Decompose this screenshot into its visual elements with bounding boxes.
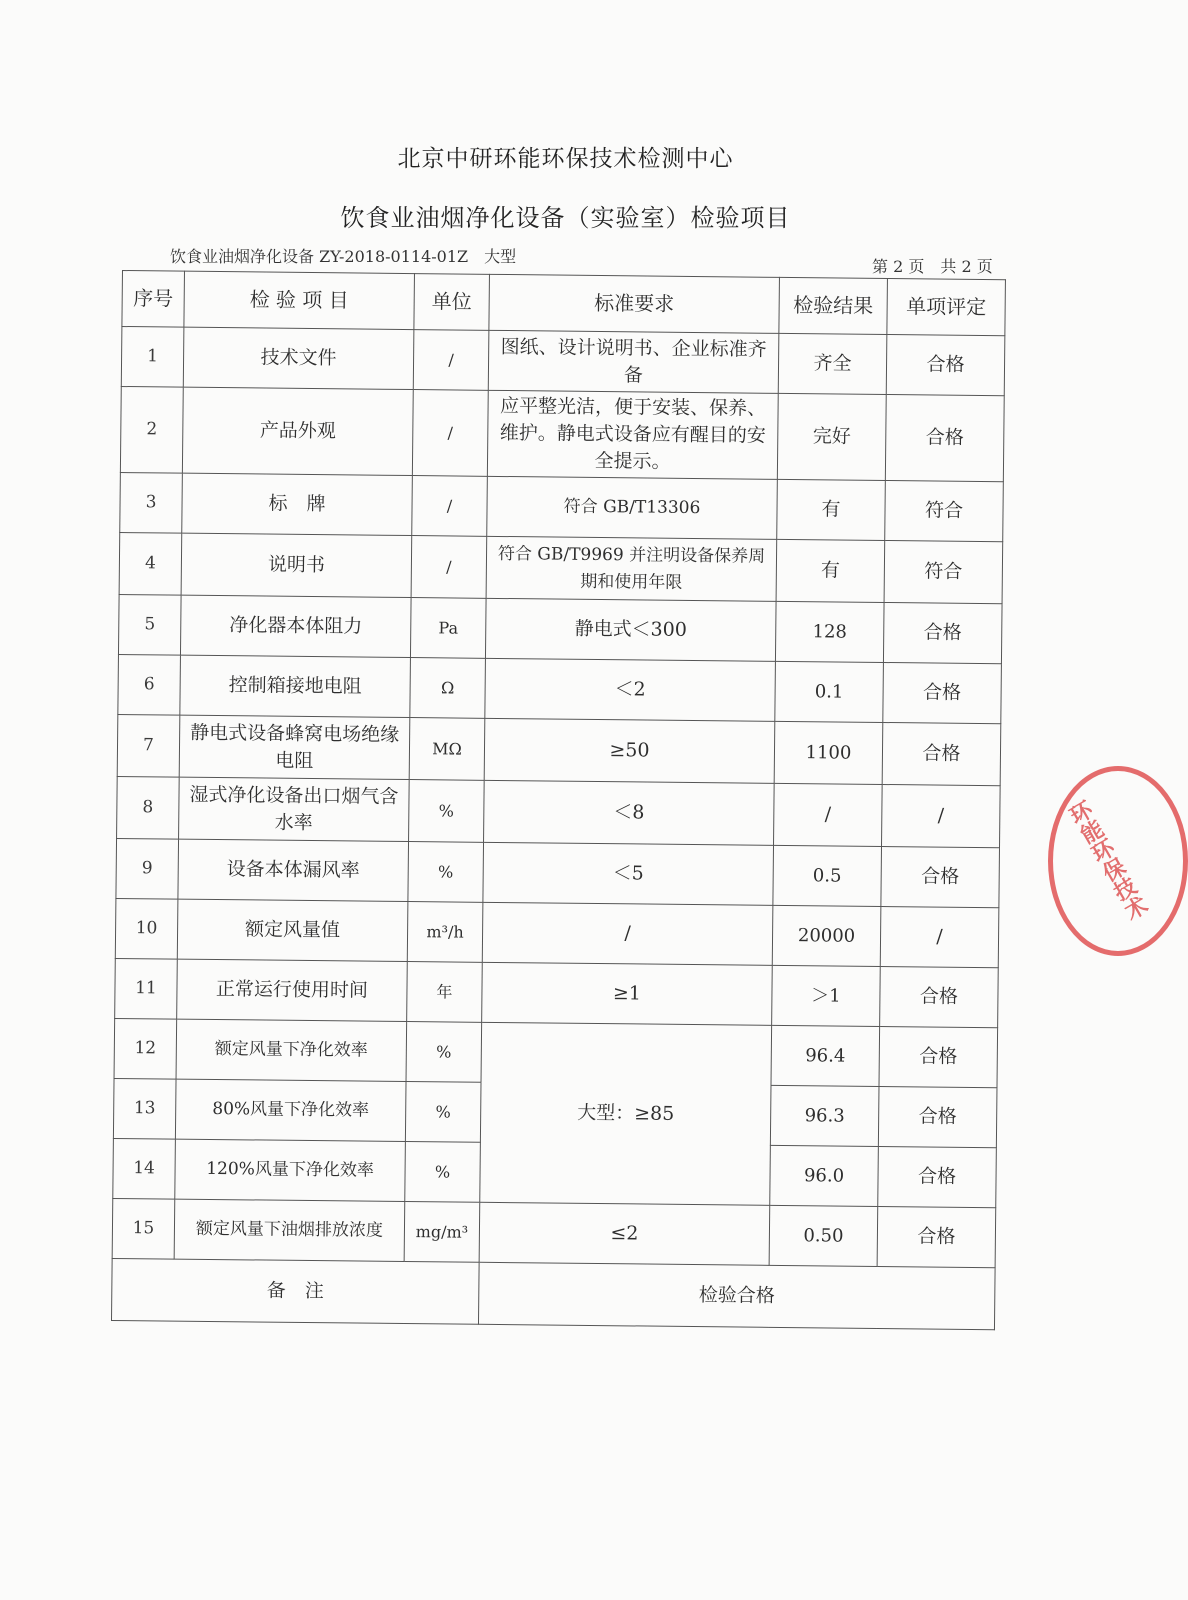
row-standard: ≥1 (482, 962, 773, 1025)
row-item: 额定风量值 (177, 899, 408, 961)
row-unit: / (412, 476, 488, 537)
row-no: 1 (121, 327, 184, 388)
row-verdict: 合格 (877, 1206, 996, 1267)
table-row (117, 714, 1001, 785)
organization-title: 北京中研环能环保技术检测中心 (397, 146, 734, 172)
header-no: 序号 (122, 271, 185, 328)
row-unit: m³/h (407, 902, 483, 963)
row-unit: % (406, 1022, 482, 1083)
row-standard: ＜2 (485, 658, 776, 721)
table-row (114, 1018, 998, 1087)
row-unit: / (413, 330, 489, 391)
table-row (115, 958, 999, 1027)
row-no: 2 (120, 386, 183, 473)
row-verdict: 合格 (883, 662, 1002, 723)
row-no: 11 (115, 958, 178, 1019)
row-result: 128 (775, 601, 884, 662)
row-standard: 符合 GB/T9969 并注明设备保养周期和使用年限 (486, 536, 777, 601)
row-unit: 年 (407, 962, 483, 1023)
row-result: 96.0 (770, 1145, 879, 1206)
seal-text: 环能环保技术 (1062, 797, 1152, 925)
row-unit: / (411, 536, 487, 599)
table-row (115, 898, 999, 967)
row-verdict: 符合 (885, 481, 1004, 542)
table-row (112, 1198, 996, 1267)
row-standard: ＜8 (484, 780, 775, 845)
row-result: 有 (776, 539, 885, 602)
row-result: 20000 (772, 905, 881, 966)
table-row (118, 654, 1002, 723)
row-item: 静电式设备蜂窝电场绝缘电阻 (179, 715, 410, 779)
row-result: 齐全 (778, 333, 887, 394)
row-unit: Pa (410, 598, 486, 659)
row-item: 80%风量下净化效率 (175, 1079, 406, 1141)
remark-label: 备 注 (111, 1258, 479, 1324)
row-result: 完好 (777, 393, 886, 480)
header-item: 检 验 项 目 (184, 271, 415, 329)
row-standard: 符合 GB/T13306 (487, 476, 778, 539)
header-unit: 单位 (414, 274, 490, 331)
remark-row (111, 1258, 995, 1329)
row-no: 8 (117, 776, 180, 839)
row-item: 湿式净化设备出口烟气含水率 (179, 777, 410, 841)
row-verdict: 合格 (883, 602, 1002, 663)
row-verdict: / (882, 784, 1001, 847)
row-unit: % (409, 780, 485, 843)
row-unit: Ω (410, 658, 486, 719)
row-item: 设备本体漏风率 (178, 839, 409, 901)
row-no: 14 (113, 1138, 176, 1199)
official-seal (1048, 766, 1188, 956)
row-verdict: 合格 (881, 846, 1000, 907)
table-row (116, 838, 1000, 907)
row-item: 额定风量下油烟排放浓度 (174, 1199, 405, 1261)
row-standard: 图纸、设计说明书、企业标准齐备 (488, 330, 779, 393)
row-result: 0.50 (769, 1205, 878, 1266)
row-item: 技术文件 (183, 327, 414, 389)
document-title: 饮食业油烟净化设备（实验室）检验项目 (340, 204, 791, 232)
row-item: 正常运行使用时间 (177, 959, 408, 1021)
remark-value: 检验合格 (478, 1262, 995, 1329)
header-result: 检验结果 (779, 277, 888, 334)
page-number: 第 2 页 共 2 页 (872, 257, 993, 276)
row-verdict: 合格 (886, 335, 1005, 396)
header-standard: 标准要求 (489, 274, 780, 333)
row-item: 标 牌 (182, 473, 413, 535)
row-unit: MΩ (409, 718, 485, 781)
row-result: 0.1 (775, 661, 884, 722)
row-standard-merged: 大型：≥85 (480, 1022, 772, 1205)
row-result: 0.5 (773, 845, 882, 906)
row-no: 3 (120, 472, 183, 533)
row-verdict: 合格 (880, 966, 999, 1027)
row-standard: ≤2 (479, 1202, 770, 1265)
row-no: 4 (119, 532, 182, 595)
row-result: ＞1 (772, 965, 881, 1026)
row-standard: ＜5 (483, 842, 774, 905)
row-unit: / (412, 390, 488, 477)
row-no: 7 (117, 714, 180, 777)
table-row (120, 472, 1004, 541)
row-no: 15 (112, 1198, 175, 1259)
row-standard: 静电式＜300 (485, 598, 776, 661)
row-no: 13 (113, 1078, 176, 1139)
row-result: 1100 (774, 721, 883, 784)
table-row (120, 386, 1004, 481)
row-item: 控制箱接地电阻 (180, 655, 411, 717)
row-verdict: / (880, 906, 999, 967)
row-item: 净化器本体阻力 (180, 595, 411, 657)
row-no: 10 (115, 898, 178, 959)
row-unit: % (405, 1142, 481, 1203)
row-result: 96.4 (771, 1025, 880, 1086)
row-no: 9 (116, 838, 179, 899)
table-row (119, 532, 1003, 603)
product-line: 饮食业油烟净化设备 ZY-2018-0114-01Z 大型 (170, 247, 517, 266)
row-verdict: 合格 (878, 1146, 997, 1207)
table-row (121, 327, 1005, 396)
row-result: 96.3 (770, 1085, 879, 1146)
row-item: 说明书 (181, 533, 412, 597)
row-no: 5 (118, 594, 181, 655)
row-no: 6 (118, 654, 181, 715)
row-standard: / (482, 902, 773, 965)
header-verdict: 单项评定 (887, 279, 1006, 336)
row-item: 120%风量下净化效率 (175, 1139, 406, 1201)
inspection-table (111, 270, 1006, 1330)
row-verdict: 合格 (879, 1026, 998, 1087)
row-verdict: 符合 (884, 541, 1003, 604)
row-standard: 应平整光洁，便于安装、保养、维护。静电式设备应有醒目的安全提示。 (487, 390, 778, 479)
row-item: 额定风量下净化效率 (176, 1019, 407, 1081)
table-header-row (122, 271, 1006, 336)
row-verdict: 合格 (878, 1086, 997, 1147)
row-unit: mg/m³ (404, 1202, 480, 1263)
row-result: / (774, 783, 883, 846)
row-verdict: 合格 (882, 722, 1001, 785)
table-row (118, 594, 1002, 663)
row-item: 产品外观 (182, 387, 413, 475)
row-unit: % (408, 842, 484, 903)
row-standard: ≥50 (484, 718, 775, 783)
row-result: 有 (777, 479, 886, 540)
table-row (117, 776, 1001, 847)
row-verdict: 合格 (885, 395, 1004, 482)
row-unit: % (405, 1082, 481, 1143)
row-no: 12 (114, 1018, 177, 1079)
